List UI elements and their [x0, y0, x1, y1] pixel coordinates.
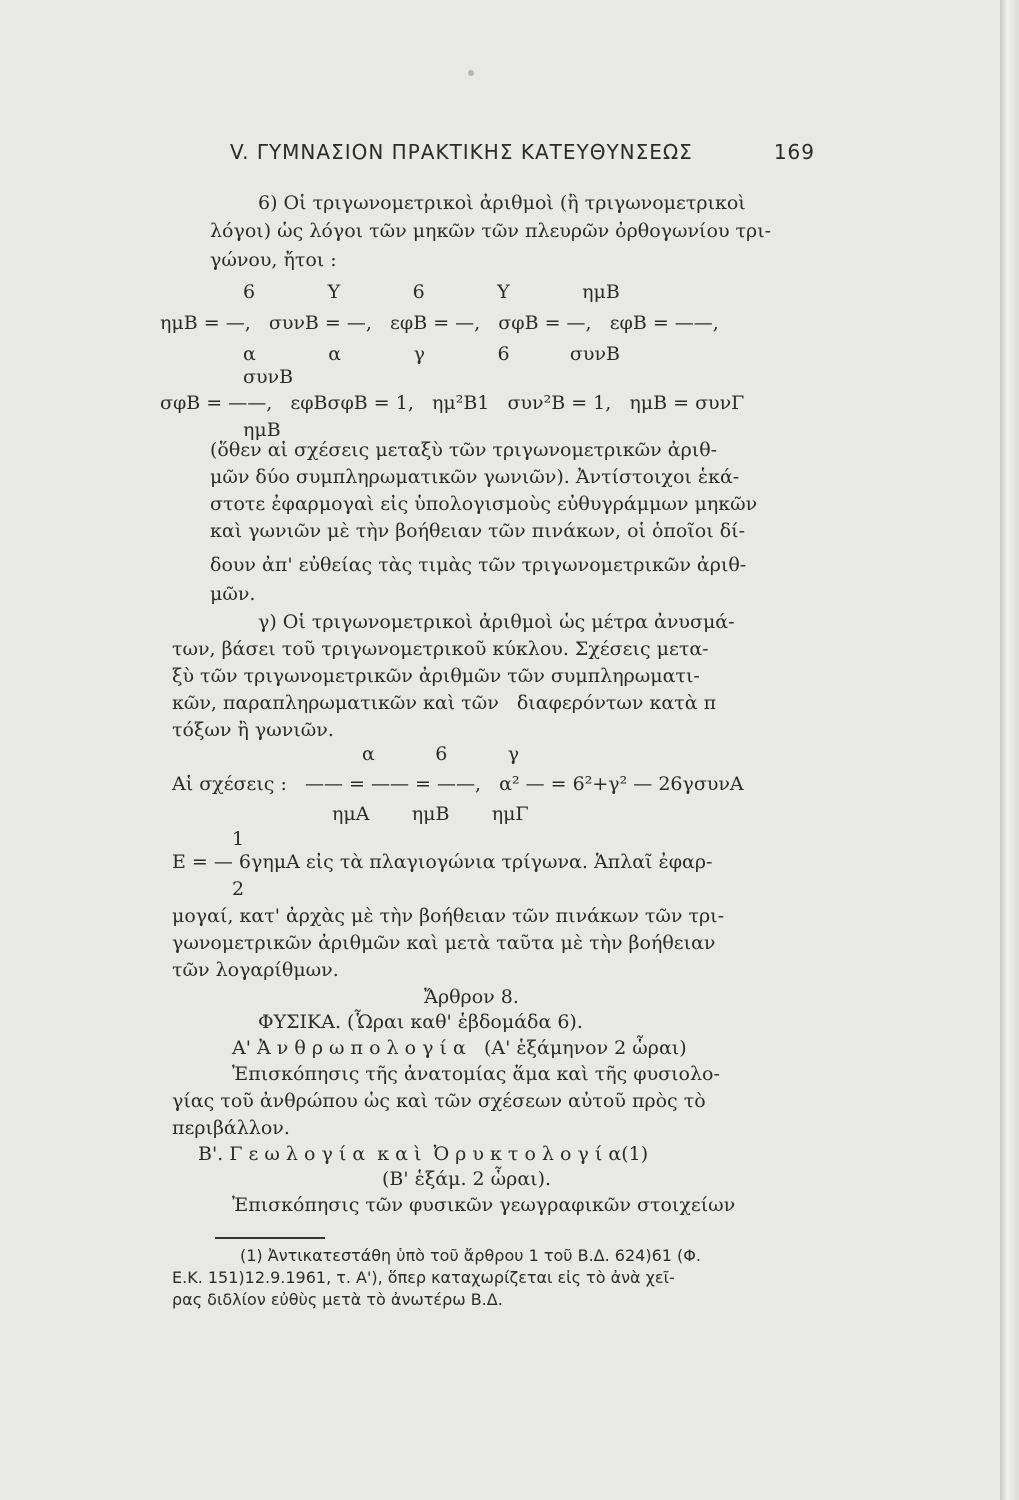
text-line: (Β' ἑξάμ. 2 ὧραι).	[382, 1168, 552, 1190]
footnote-rule	[215, 1237, 325, 1239]
formula-denominator: 2	[232, 878, 245, 900]
formula-line: ημB = —, συνB = —, εφB = —, σφB = —, εφB = ——,	[160, 312, 719, 334]
text-line: καὶ γωνιῶν μὲ τὴν βοήθειαν τῶν πινάκων, οἱ ὁποῖοι δί-	[210, 520, 746, 542]
text-line: των, βάσει τοῦ τριγωνομετρικοῦ κύκλου. Σχέσεις μετα-	[172, 638, 709, 660]
text-line: (ὅθεν αἱ σχέσεις μεταξὺ τῶν τριγωνομετρικῶν ἀριθ-	[210, 439, 718, 461]
text-line: τῶν λογαρίθμων.	[172, 959, 339, 981]
formula-line: Αἱ σχέσεις : —— = —— = ——, α² — = 6²+γ² — 26γσυνΑ	[172, 773, 744, 795]
text-line: μῶν.	[210, 583, 256, 605]
footnote-line: ρας διδλίον εὐθὺς μετὰ τὸ ἀνωτέρω Β.Δ.	[172, 1290, 503, 1309]
article-heading: Ἄρθρον 8.	[424, 986, 519, 1008]
header-title: V. ΓΥΜΝΑΣΙΟΝ ΠΡΑΚΤΙΚΗΣ ΚΑΤΕΥΘΥΝΣΕΩΣ	[230, 140, 693, 164]
text-line: 6) Οἱ τριγωνομετρικοὶ ἀριθμοὶ (ἢ τριγωνομετρικοὶ	[258, 192, 746, 214]
text-line: γίας τοῦ ἀνθρώπου ὡς καὶ τῶν σχέσεων αὐτοῦ πρὸς τὸ	[172, 1090, 706, 1112]
formula-denominators: ημΑ ημB ημΓ	[332, 803, 529, 825]
text-line: Ἐπισκόπησις τῆς ἀνατομίας ἅμα καὶ τῆς φυσιολο-	[232, 1063, 720, 1085]
text-line: δουν ἀπ' εὐθείας τὰς τιμὰς τῶν τριγωνομετρικῶν ἀριθ-	[210, 554, 747, 576]
text-line: λόγοι) ὡς λόγοι τῶν μηκῶν τῶν πλευρῶν ὀρθογωνίου τρι-	[210, 220, 772, 242]
formula-line: E = — 6γημΑ εἰς τὰ πλαγιογώνια τρίγωνα. Ἁπλαῖ ἐφαρ-	[172, 851, 713, 873]
text-line: γώνου, ἤτοι :	[210, 249, 337, 271]
text-line: μῶν δύο συμπληρωματικῶν γωνιῶν). Ἀντίστοιχοι ἑκά-	[210, 466, 740, 488]
formula-numerator: συνB	[243, 366, 294, 388]
paper-speck	[468, 70, 474, 76]
text-line: μογαί, κατ' ἀρχὰς μὲ τὴν βοήθειαν τῶν πινάκων τῶν τρι-	[172, 905, 725, 927]
text-line: περιβάλλον.	[172, 1117, 290, 1139]
text-line: τόξων ἢ γωνιῶν.	[172, 719, 334, 741]
page-edge	[1000, 0, 1019, 1500]
text-line: Ἐπισκόπησις τῶν φυσικῶν γεωγραφικῶν στοιχείων	[232, 1194, 736, 1216]
formula-denominator: ημB	[243, 419, 281, 441]
formula-numerators: 6 Υ 6 Υ ημB	[243, 281, 620, 303]
formula-numerator: 1	[232, 828, 245, 850]
formula-denominators: α α γ 6 συνB	[243, 343, 620, 365]
formula-numerators: α 6 γ	[362, 743, 520, 765]
text-line: στοτε ἐφαρμογαὶ εἰς ὑπολογισμοὺς εὐθυγράμμων μηκῶν	[210, 493, 758, 515]
formula-line: σφB = ——, εφBσφB = 1, ημ²B1 συν²B = 1, ημB = συνΓ	[160, 392, 745, 414]
footnote-line: (1) Ἀντικατεστάθη ὑπὸ τοῦ ἄρθρου 1 τοῦ Β.Δ. 624)61 (Φ.	[240, 1246, 701, 1265]
text-line: κῶν, παραπληρωματικῶν καὶ τῶν διαφερόντων κατὰ π	[172, 692, 717, 714]
subsection-heading: Α' Ἀ ν θ ρ ω π ο λ ο γ ί α (Α' ἑξάμηνον 2 ὧραι)	[232, 1037, 687, 1059]
text-line: ξὺ τῶν τριγωνομετρικῶν ἀριθμῶν τῶν συμπληρωματι-	[172, 665, 700, 687]
text-line: γ) Οἱ τριγωνομετρικοὶ ἀριθμοὶ ὡς μέτρα ἀνυσμά-	[258, 611, 735, 633]
text-line: γωνομετρικῶν ἀριθμῶν καὶ μετὰ ταῦτα μὲ τὴν βοήθειαν	[172, 932, 716, 954]
footnote-line: Ε.Κ. 151)12.9.1961, τ. Α'), ὅπερ καταχωρίζεται εἰς τὸ ἀνὰ χεῖ-	[172, 1268, 675, 1287]
running-header	[230, 140, 815, 164]
subsection-heading: Β'. Γ ε ω λ ο γ ί α κ α ὶ Ὀ ρ υ κ τ ο λ ο γ ί α(1)	[198, 1143, 649, 1165]
section-heading: ΦΥΣΙΚΑ. (Ὧραι καθ' ἑβδομάδα 6).	[258, 1011, 583, 1033]
page-number: 169	[773, 140, 815, 164]
